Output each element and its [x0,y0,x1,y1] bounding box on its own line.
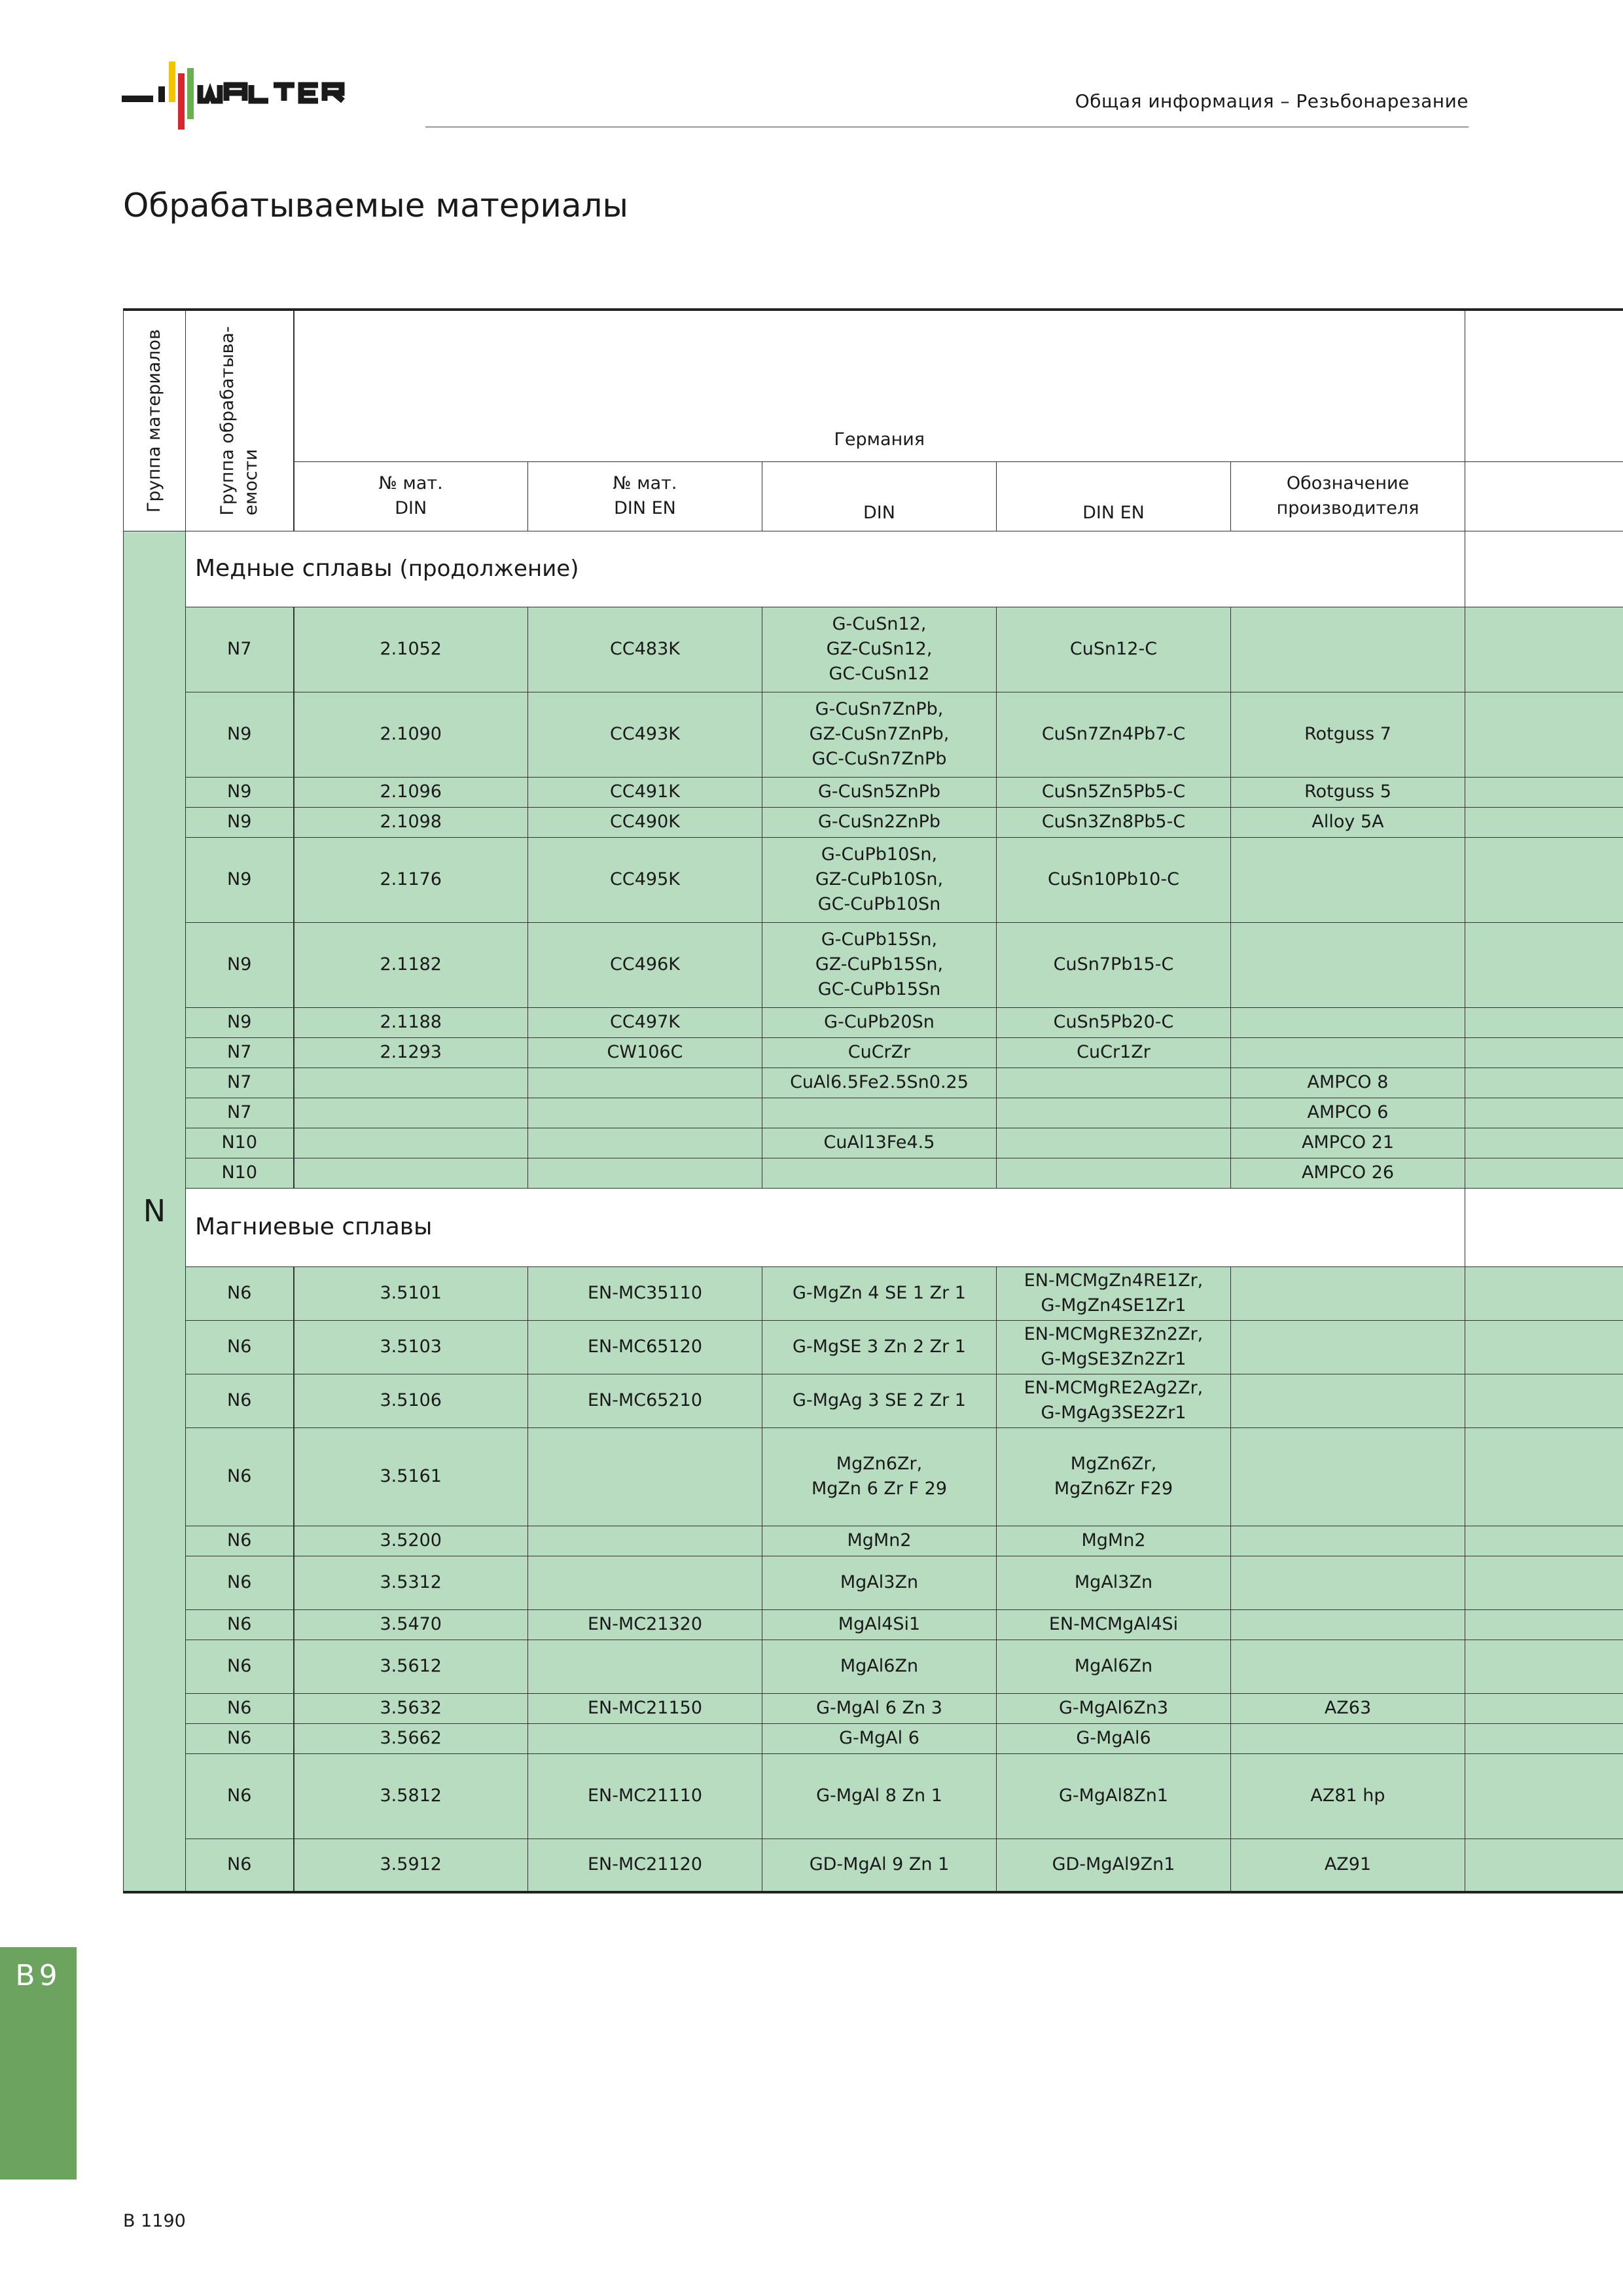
din-en-number: CC497K [528,1007,762,1037]
machinability-group: N6 [186,1320,294,1374]
manufacturer-designation: AMPCO 8 [1231,1067,1465,1098]
din-designation [762,1098,997,1128]
manufacturer-designation [1231,1427,1465,1526]
din-en-designation: MgAl3Zn [997,1556,1231,1609]
manufacturer-designation: AZ91 [1231,1839,1465,1892]
din-en-designation: CuSn12-C [997,607,1231,692]
header-divider [425,126,1469,128]
machinability-group: N9 [186,837,294,922]
manufacturer-designation [1231,1037,1465,1067]
din-designation: MgMn2 [762,1526,997,1556]
din-en-designation [997,1067,1231,1098]
din-en-designation: G-MgAl6Zn3 [997,1693,1231,1723]
manufacturer-designation [1231,1640,1465,1693]
section-title-text: Медные сплавы [195,555,393,582]
walter-logo [122,60,397,135]
din-designation: MgAl4Si1 [762,1609,997,1640]
din-designation: MgAl3Zn [762,1556,997,1609]
din-en-number [528,1723,762,1753]
din-en-designation: EN-MCMgAl4Si [997,1609,1231,1640]
din-designation: G-CuSn2ZnPb [762,807,997,837]
din-en-designation: CuSn5Zn5Pb5-C [997,777,1231,807]
din-number: 3.5101 [294,1266,528,1320]
page-number: B 1190 [123,2211,186,2231]
table-row [124,1037,1623,1067]
machinability-group: N7 [186,1037,294,1067]
next-country-cell [1465,1753,1623,1839]
table-row [124,692,1623,777]
table-row [124,922,1623,1007]
next-country-header [1465,310,1623,461]
din-designation: MgAl6Zn [762,1640,997,1693]
next-country-cell [1465,1427,1623,1526]
din-en-designation: EN-MCMgZn4RE1Zr, G-MgZn4SE1Zr1 [997,1266,1231,1320]
table-row [124,1693,1623,1723]
next-country-cell [1465,922,1623,1007]
manufacturer-designation [1231,1266,1465,1320]
din-designation: G-MgAl 6 [762,1723,997,1753]
manufacturer-designation: AMPCO 6 [1231,1098,1465,1128]
section-title [186,531,1465,607]
din-designation: G-CuPb10Sn, GZ-CuPb10Sn, GC-CuPb10Sn [762,837,997,922]
din-en-number: CW106C [528,1037,762,1067]
din-number [294,1158,528,1188]
col-din-en: DIN EN [997,461,1231,531]
table-row [124,1007,1623,1037]
din-number [294,1128,528,1158]
din-en-number: EN-MC65120 [528,1320,762,1374]
din-en-designation: EN-MCMgRE2Ag2Zr, G-MgAg3SE2Zr1 [997,1374,1231,1427]
din-en-number: CC493K [528,692,762,777]
table-row [124,1839,1623,1892]
next-country-cell [1465,1693,1623,1723]
din-number: 3.5632 [294,1693,528,1723]
col-material-group: Группа материалов [124,310,186,531]
table-row [124,1128,1623,1158]
din-number: 3.5161 [294,1427,528,1526]
din-number: 2.1090 [294,692,528,777]
manufacturer-designation: AZ63 [1231,1693,1465,1723]
manufacturer-designation [1231,1007,1465,1037]
manufacturer-designation: Alloy 5A [1231,807,1465,837]
manufacturer-designation: Rotguss 7 [1231,692,1465,777]
manufacturer-designation [1231,1526,1465,1556]
machinability-group: N9 [186,1007,294,1037]
machinability-group: N10 [186,1158,294,1188]
din-designation: MgZn6Zr, MgZn 6 Zr F 29 [762,1427,997,1526]
next-country-cell [1465,1007,1623,1037]
din-designation: G-CuPb20Sn [762,1007,997,1037]
table-row [124,807,1623,837]
next-country-cell [1465,1158,1623,1188]
table-row [124,1556,1623,1609]
din-en-number: EN-MC65210 [528,1374,762,1427]
table-row [124,607,1623,692]
din-designation: G-CuPb15Sn, GZ-CuPb15Sn, GC-CuPb15Sn [762,922,997,1007]
manufacturer-designation [1231,1320,1465,1374]
machinability-group: N6 [186,1640,294,1693]
manufacturer-designation: AMPCO 21 [1231,1128,1465,1158]
din-number: 3.5470 [294,1609,528,1640]
section-title-next [1465,531,1623,607]
din-number: 2.1188 [294,1007,528,1037]
next-country-cell [1465,1723,1623,1753]
din-number: 2.1182 [294,922,528,1007]
machinability-group: N9 [186,777,294,807]
din-en-number: CC496K [528,922,762,1007]
next-country-cell [1465,1556,1623,1609]
chapter-tab [0,1947,77,2179]
din-designation [762,1158,997,1188]
din-en-number [528,1556,762,1609]
table-row [124,1098,1623,1128]
din-number: 3.5106 [294,1374,528,1427]
table-row [124,837,1623,922]
materials-table [123,308,1623,1893]
din-en-number [528,1158,762,1188]
din-designation: GD-MgAl 9 Zn 1 [762,1839,997,1892]
din-en-designation [997,1098,1231,1128]
section-title-next [1465,1188,1623,1266]
next-country-cell [1465,1609,1623,1640]
din-number [294,1098,528,1128]
col-din-number: № мат. DIN [294,461,528,531]
din-en-number: EN-MC21110 [528,1753,762,1839]
machinability-group: N7 [186,607,294,692]
din-en-number [528,1098,762,1128]
din-designation: G-CuSn12, GZ-CuSn12, GC-CuSn12 [762,607,997,692]
machinability-group: N6 [186,1753,294,1839]
din-en-number: CC490K [528,807,762,837]
table-row [124,1640,1623,1693]
table-row [124,1374,1623,1427]
din-number: 3.5612 [294,1640,528,1693]
machinability-group: N6 [186,1556,294,1609]
table-row [124,1427,1623,1526]
table-row [124,1067,1623,1098]
section-title [186,1188,1465,1266]
machinability-group: N10 [186,1128,294,1158]
table-row [124,1609,1623,1640]
din-number [294,1067,528,1098]
din-number: 3.5200 [294,1526,528,1556]
section-title-suffix: (продолжение) [392,556,579,582]
machinability-group: N9 [186,692,294,777]
din-en-designation: CuSn7Pb15-C [997,922,1231,1007]
table-row [124,1723,1623,1753]
next-country-cell [1465,837,1623,922]
col-din: DIN [762,461,997,531]
machinability-group: N6 [186,1266,294,1320]
din-en-designation: EN-MCMgRE3Zn2Zr, G-MgSE3Zn2Zr1 [997,1320,1231,1374]
col-next [1465,461,1623,531]
din-designation: G-MgZn 4 SE 1 Zr 1 [762,1266,997,1320]
din-en-designation: CuSn5Pb20-C [997,1007,1231,1037]
din-en-designation: G-MgAl8Zn1 [997,1753,1231,1839]
next-country-cell [1465,692,1623,777]
din-designation: G-MgSE 3 Zn 2 Zr 1 [762,1320,997,1374]
din-en-number [528,1067,762,1098]
din-designation: G-MgAg 3 SE 2 Zr 1 [762,1374,997,1427]
next-country-cell [1465,1839,1623,1892]
machinability-group: N6 [186,1693,294,1723]
table-row [124,1266,1623,1320]
din-designation: CuCrZr [762,1037,997,1067]
next-country-cell [1465,607,1623,692]
manufacturer-designation [1231,837,1465,922]
chapter-tab-label: B9 [15,1959,62,1992]
col-machinability-group: Группа обрабатыва- емости [186,310,294,531]
next-country-cell [1465,1320,1623,1374]
manufacturer-designation [1231,1723,1465,1753]
din-en-designation: CuSn7Zn4Pb7-C [997,692,1231,777]
col-manufacturer: Обозначение производителя [1231,461,1465,531]
din-en-number: CC495K [528,837,762,922]
din-en-designation [997,1158,1231,1188]
manufacturer-designation [1231,1374,1465,1427]
country-header: Германия [294,310,1465,461]
next-country-cell [1465,1374,1623,1427]
next-country-cell [1465,1526,1623,1556]
din-number: 2.1052 [294,607,528,692]
din-number: 2.1176 [294,837,528,922]
din-number: 3.5912 [294,1839,528,1892]
din-number: 3.5812 [294,1753,528,1839]
machinability-group: N6 [186,1839,294,1892]
manufacturer-designation: AMPCO 26 [1231,1158,1465,1188]
din-number: 3.5103 [294,1320,528,1374]
section-title: Общая информация – Резьбонарезание [1075,90,1469,112]
manufacturer-designation [1231,1609,1465,1640]
din-en-designation: GD-MgAl9Zn1 [997,1839,1231,1892]
din-en-number: CC483K [528,607,762,692]
din-designation: CuAl6.5Fe2.5Sn0.25 [762,1067,997,1098]
machinability-group: N7 [186,1067,294,1098]
din-en-number: EN-MC21120 [528,1839,762,1892]
next-country-cell [1465,807,1623,837]
din-number: 2.1096 [294,777,528,807]
din-en-designation [997,1128,1231,1158]
machinability-group: N6 [186,1723,294,1753]
din-number: 3.5662 [294,1723,528,1753]
table-row [124,777,1623,807]
page-title: Обрабатываемые материалы [123,187,628,224]
din-en-number: EN-MC21320 [528,1609,762,1640]
din-en-number [528,1427,762,1526]
din-number: 2.1293 [294,1037,528,1067]
machinability-group: N6 [186,1427,294,1526]
din-en-designation: MgMn2 [997,1526,1231,1556]
table-row [124,1320,1623,1374]
section-title-text: Магниевые сплавы [195,1213,433,1240]
din-designation: G-MgAl 8 Zn 1 [762,1753,997,1839]
din-en-number [528,1128,762,1158]
din-designation: G-MgAl 6 Zn 3 [762,1693,997,1723]
din-en-designation: CuCr1Zr [997,1037,1231,1067]
machinability-group: N6 [186,1526,294,1556]
next-country-cell [1465,1128,1623,1158]
machinability-group: N9 [186,807,294,837]
manufacturer-designation [1231,1556,1465,1609]
din-designation: G-CuSn5ZnPb [762,777,997,807]
next-country-cell [1465,1067,1623,1098]
col-din-en-number: № мат. DIN EN [528,461,762,531]
next-country-cell [1465,777,1623,807]
din-en-designation: MgZn6Zr, MgZn6Zr F29 [997,1427,1231,1526]
din-designation: CuAl13Fe4.5 [762,1128,997,1158]
din-en-number: EN-MC21150 [528,1693,762,1723]
machinability-group: N6 [186,1374,294,1427]
next-country-cell [1465,1037,1623,1067]
din-en-designation: MgAl6Zn [997,1640,1231,1693]
material-group-cell: N [124,531,186,1892]
din-en-number: CC491K [528,777,762,807]
din-en-designation: CuSn3Zn8Pb5-C [997,807,1231,837]
manufacturer-designation [1231,922,1465,1007]
table-row [124,1753,1623,1839]
din-en-designation: G-MgAl6 [997,1723,1231,1753]
manufacturer-designation: AZ81 hp [1231,1753,1465,1839]
din-number: 3.5312 [294,1556,528,1609]
machinability-group: N7 [186,1098,294,1128]
din-en-designation: CuSn10Pb10-C [997,837,1231,922]
din-designation: G-CuSn7ZnPb, GZ-CuSn7ZnPb, GC-CuSn7ZnPb [762,692,997,777]
machinability-group: N9 [186,922,294,1007]
table-row [124,1526,1623,1556]
next-country-cell [1465,1266,1623,1320]
manufacturer-designation [1231,607,1465,692]
table-row [124,1158,1623,1188]
next-country-cell [1465,1640,1623,1693]
machinability-group: N6 [186,1609,294,1640]
manufacturer-designation: Rotguss 5 [1231,777,1465,807]
din-number: 2.1098 [294,807,528,837]
din-en-number [528,1526,762,1556]
din-en-number: EN-MC35110 [528,1266,762,1320]
din-en-number [528,1640,762,1693]
next-country-cell [1465,1098,1623,1128]
